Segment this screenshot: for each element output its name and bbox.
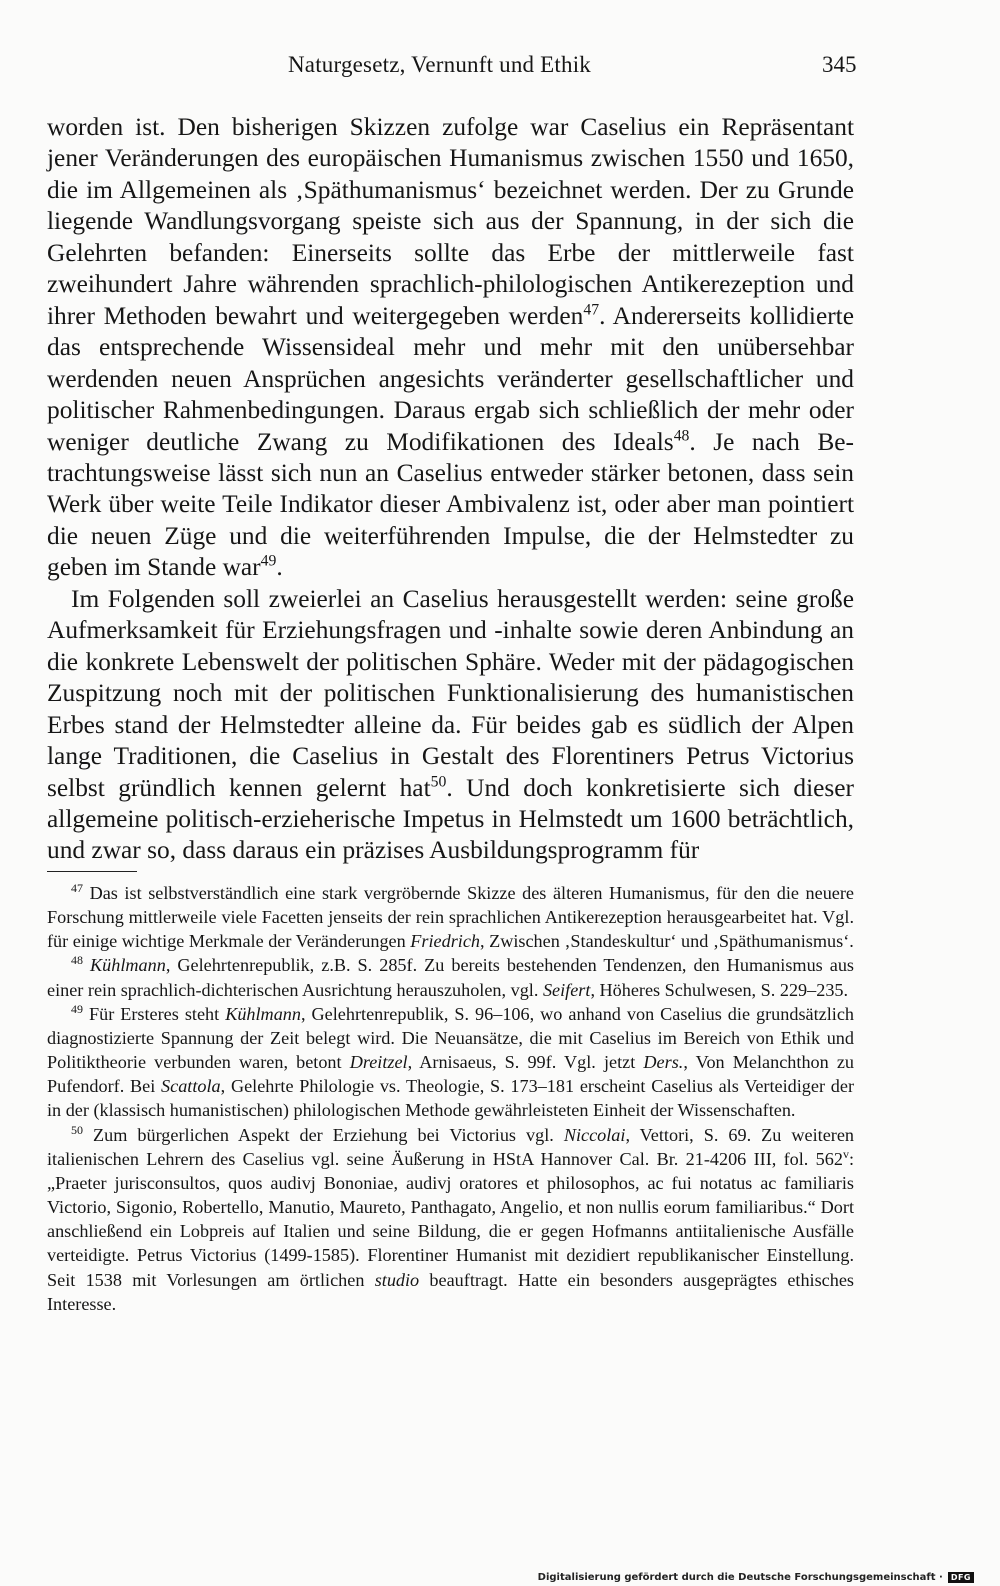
author-name: Kühlmann — [90, 955, 166, 976]
text-run: Im Folgenden soll zweierlei an Caselius herausgestellt werden: seine große Aufmerksamkeit für Erziehungsfragen und -inhalte sowie deren Anbindung an die konkrete Lebenswelt der politischen Sphäre. Weder mit der pädagogischen Zuspitzung noch mit der politischen Funktionalisierung des humanistischen Erbes stand der Helmstedter alleine da. Für beides gab es südlich der Alpen lange Traditionen, die Caselius in Gestalt des Florentiners Petrus Victorius selbst gründlich kennen gelernt hat — [47, 584, 854, 802]
text-run: , Höheres Schulwesen, S. 229–235. — [590, 979, 849, 1000]
footnote-ref: 47 — [583, 301, 600, 319]
footnote-49 — [47, 1002, 854, 1123]
text-run: . Und doch konkretisierte sich dieser allgemeine politisch-erzieherische Impetus in Helmstedt um 1600 beträchtlich, und zwar so, dass daraus ein präzises Ausbildungsprogramm für — [47, 773, 854, 865]
author-name: Seifert — [542, 979, 591, 1000]
text-run: , Vettori, S. 69. Zu weiteren italienischen Lehrern des Caselius vgl. seine Äußerung in HStA Hannover Cal. Br. 21-4206 III, fol. 562 — [47, 1124, 854, 1169]
italic-term: studio — [374, 1269, 420, 1290]
running-title: Naturgesetz, Vernunft und Ethik — [288, 52, 592, 77]
footnote-47 — [47, 881, 854, 953]
author-name: Friedrich — [410, 931, 480, 952]
text-run: , Gelehrtenrepublik, z.B. S. 285f. Zu bereits bestehenden Tendenzen, den Humanismus aus einer rein sprachlich-dichterischen Ausrichtung herauszuholen, vgl. — [47, 955, 854, 1000]
text-run: Für Ersteres steht — [83, 1003, 226, 1024]
author-name: Kühlmann — [225, 1003, 301, 1024]
text-run: , Von Melanchthon zu Pufendorf. Bei — [47, 1052, 855, 1097]
footnote-number: 50 — [71, 1122, 83, 1137]
footnote-number: 47 — [71, 880, 83, 895]
author-name: Niccolai — [563, 1124, 626, 1145]
footnote-number: 49 — [71, 1001, 83, 1016]
author-name: Ders. — [643, 1052, 684, 1073]
text-run: Das ist selbstverständlich eine stark vergröbernde Skizze des älteren Humanismus, für den die neuere Forschung mittlerweile viele Facetten jenseits der rein sprachlichen Antikerezeption herausgearbeitet hat. Vgl. für einige wichtige Merkmale der Veränderungen — [47, 883, 854, 952]
text-run: . Andererseits kollidierte das entsprechende Wissensideal mehr und mehr mit den unübersehbar werdenden neuen Ansprüchen angesichts veränderter gesellschaftlicher und politischer Rahmenbedingungen. Daraus ergab sich schließlich der mehr oder weniger deutliche Zwang zu Modifikationen des Ideals — [47, 301, 854, 456]
footnote-number: 48 — [71, 953, 83, 968]
text-run: beauftragt. Hatte ein besonders ausgeprägtes ethisches Interesse. — [47, 1269, 854, 1314]
footnotes — [47, 881, 854, 1316]
page-number: 345 — [822, 52, 857, 77]
paragraph — [47, 584, 854, 867]
text-run: , Zwischen ‚Standeskultur‘ und ‚Späthumanismus‘. — [480, 931, 854, 952]
main-text — [47, 112, 854, 867]
digitization-footer — [538, 1571, 974, 1584]
footnote-ref: 48 — [673, 427, 690, 445]
footnote-50 — [47, 1123, 854, 1316]
text-run: , Arnisaeus, S. 99f. Vgl. jetzt — [407, 1052, 644, 1073]
dfg-logo: DFG — [948, 1572, 974, 1583]
running-header — [0, 52, 1000, 86]
folio-verso-mark: v — [842, 1146, 849, 1161]
footnote-ref: 50 — [430, 773, 447, 791]
author-name: Scattola — [161, 1076, 221, 1097]
paragraph — [47, 112, 854, 584]
text-run: worden ist. Den bisherigen Skizzen zufolge war Caselius ein Repräsentant jener Veränderungen des europäischen Humanismus zwischen 1550 und 1650, die im Allgemeinen als ‚Späthumanismus‘ bezeichnet werden. Der zu Grunde liegende Wandlungsvorgang speiste sich aus der Spannung, in der sich die Gelehrten befanden: Einerseits sollte das Erbe der mittlerweile fast zweihundert Jahre währenden sprachlich-philologischen Antikerezeption und ihrer Methoden bewahrt und weitergegeben werden — [47, 113, 854, 330]
text-run: Zum bürgerlichen Aspekt der Erziehung bei Victorius vgl. — [83, 1124, 564, 1145]
text-run: , Gelehrte Philologie vs. Theologie, S. 173–181 erscheint Caselius als Verteidiger der in der (klassisch humanistischen) philologischen Methode gewährleisteten Einheit der Wissenschaften. — [47, 1076, 854, 1121]
text-run: : „Praeter jurisconsultos, quos audivj Bononiae, audivj oratores et philosophos, ac fui notatus ac familiaris Victorio, Sigonio, Robertello, Manutio, Maureto, Panthagato, Angelio, et non nullis eorum familiaribus.“ Dort anschließend ein Lobpreis auf Italien und seine Bildung, die er gegen Hofmanns antiitalienische Ausfälle verteidigte. Petrus Victorius (1499-1585). Florentiner Humanist mit dezidiert republikanischer Einstellung. Seit 1538 mit Vorlesungen am örtlichen — [47, 1148, 854, 1290]
author-name: Dreitzel — [349, 1052, 408, 1073]
digitization-notice: Digitalisierung gefördert durch die Deutsche Forschungsgemeinschaft · — [537, 1572, 943, 1583]
text-run: . — [276, 553, 283, 582]
text-run: , Gelehrtenrepublik, S. 96–106, wo anhand von Caselius die grundsätzlich diagnostizierte Spannung der Zeit belegt wird. Die Neuansätze, die mit Caselius im Bereich von Ethik und Politiktheorie verbunden waren, betont — [47, 1003, 854, 1073]
text-run: . Je nach Betrachtungsweise lässt sich nun an Caselius entweder stärker betonen, dass sein Werk über weite Teile Indikator dieser Ambivalenz ist, oder aber man pointiert die neuen Züge und die weiterführenden Impulse, die der Helmstedter zu geben im Stande war — [47, 427, 854, 582]
footnote-ref: 49 — [260, 552, 277, 570]
footnote-48 — [47, 953, 854, 1001]
footnote-separator — [47, 871, 137, 872]
